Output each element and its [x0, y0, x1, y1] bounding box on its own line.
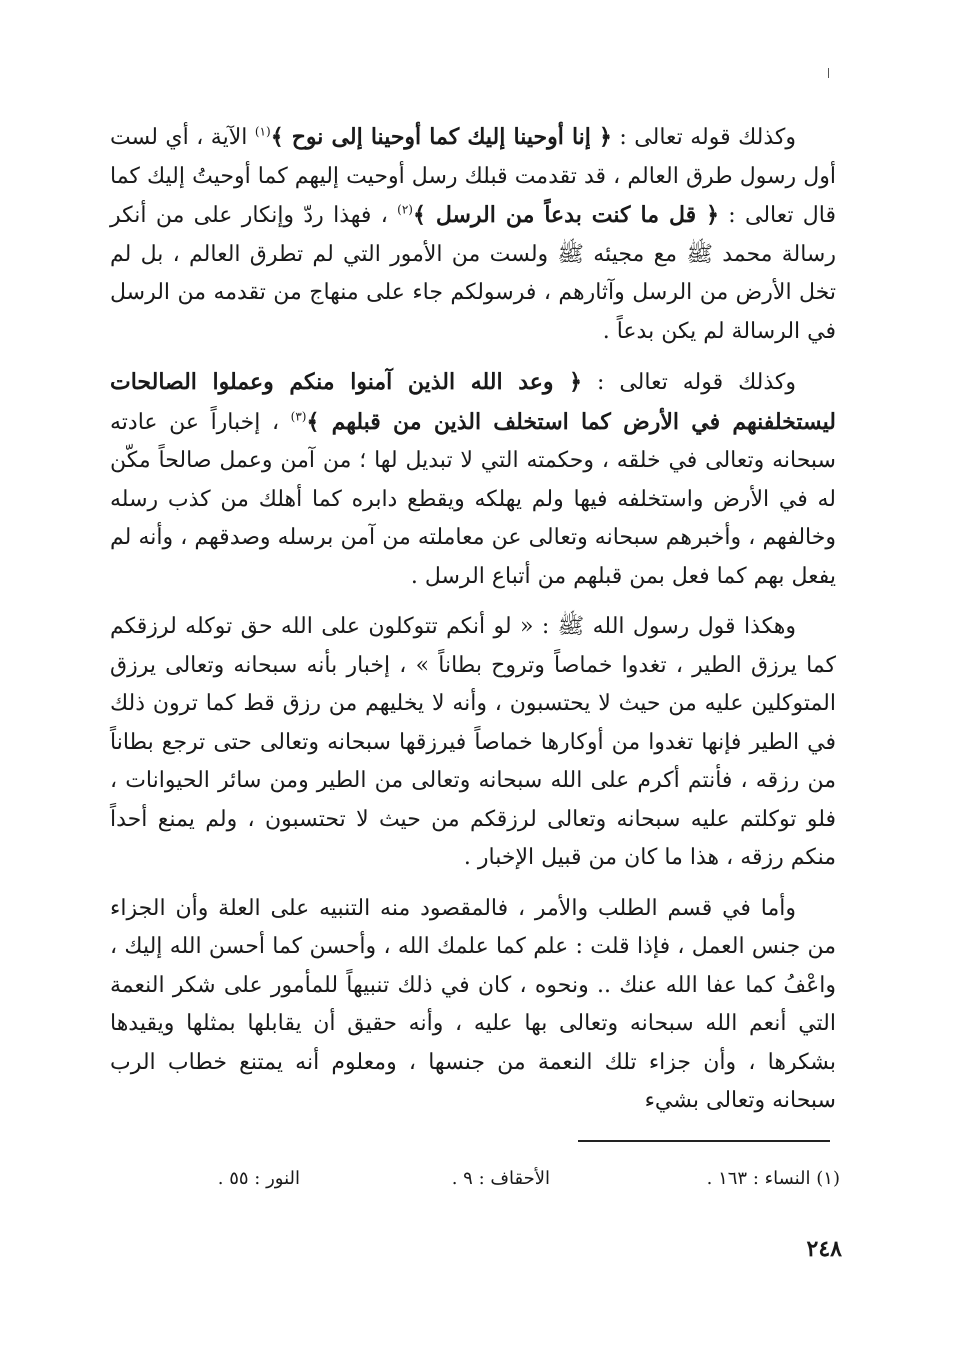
quran-quote: ﴿ وعد الله الذين آمنوا منكم وعملوا الصالحات ليستخلفنهم في الأرض كما استخلف الذين من قبلهم ﴾ — [110, 369, 836, 435]
paragraph-text: وهكذا قول رسول الله ﷺ : « لو أنكم تتوكلون على الله حق توكله لرزقكم كما يرزق الطير ، تغدوا خماصاً وتروح بطاناً » ، إخبار بأنه سبحانه وتعالى يرزق المتوكلين عليه من حيث لا يحتسبون ، وأنه لا يخليهم من رزق قط كما ترون ذلك في الطير فإنها تغدوا من أوكارها خماصاً فيرزقها سبحانه وتعالى حتى ترجع بطاناً من رزقه ، فأنتم أكرم على الله سبحانه وتعالى من الطير ومن سائر الحيوانات ، فلو توكلتم عليه سبحانه وتعالى لرزقكم من حيث لا تحتسبون ، ولم يمنع أحداً منكم رزقه ، هذا ما كان من قبيل الإخبار . — [110, 614, 836, 870]
paragraph — [110, 118, 836, 351]
paragraph-text: وكذلك قوله تعالى : — [611, 125, 796, 150]
paragraph-text: ، إخباراً عن عادته سبحانه وتعالى في خلقه ، وحكمته التي لا تبديل لها ؛ من آمن وعمل صالحاً مكّن له في الأرض واستخلفه فيها ولم يهلكه ويقطع دابره كما أهلك من كذب رسله وخالفهم ، وأخبرهم سبحانه وتعالى عن معاملته من آمن برسله وصدقهم ، وأنه لم يفعل بهم كما فعل بمن قبلهم من أتباع الرسل . — [110, 409, 836, 589]
footnote-divider — [578, 1140, 830, 1142]
paragraph — [110, 890, 836, 1121]
paragraph — [110, 363, 836, 596]
quran-quote: ﴿ إنا أوحينا إليك كما أوحينا إلى نوح ﴾ — [270, 124, 612, 150]
paragraph-text: الآية ، أي لست أول رسول طرق العالم ، قد تقدمت قبلك رسل أوحيت إليهم كما أوحيتُ إليك كما قال تعالى : — [110, 125, 837, 228]
footnote-ref: (١) — [254, 124, 271, 139]
paragraph — [110, 608, 836, 878]
footnotes — [150, 1168, 840, 1198]
footnote-2: الأحقاف : ٩ . — [451, 1168, 550, 1189]
quran-quote: ﴿ قل ما كنت بدعاً من الرسل ﴾ — [412, 202, 719, 228]
footnote-ref: (٣) — [290, 409, 307, 424]
main-text — [110, 118, 836, 1133]
page-number: ٢٤٨ — [806, 1236, 842, 1262]
scan-mark — [828, 68, 829, 78]
footnote-ref: (٢) — [397, 202, 413, 217]
footnote-1: (١) النساء : ١٦٣ . — [706, 1168, 840, 1189]
paragraph-text: ، فهذا ردّ وإنكار على من أنكر رسالة محمد ﷺ مع مجيئه ﷺ ولست من الأمور التي لم تطرق العالم ، بل لم تخل الأرض من الرسل وآثارهم ، فرسولكم جاء على منهاج من تقدمه من الرسل في الرسالة لم يكن بدعاً . — [110, 203, 836, 344]
paragraph-text: وأما في قسم الطلب والأمر ، فالمقصود منه التنبيه على العلة وأن الجزاء من جنس العمل ، فإذا قلت : علم كما علمك الله ، وأحسن كما أحسن الله إليك ، واعْفُ كما عفا الله عنك .. ونحوه ، كان في ذلك تنبيهاً للمأمور على شكر النعمة التي أنعم الله سبحانه وتعالى بها عليه ، وأنه حقيق أن يقابلها بمثلها ويقيدها بشكرها ، وأن جزاء تلك النعمة من جنسها ، ومعلوم أنه يمتنع خطاب الرب سبحانه وتعالى بشيء — [110, 895, 836, 1113]
footnote-3: النور : ٥٥ . — [217, 1168, 300, 1189]
paragraph-text: وكذلك قوله تعالى : — [582, 370, 796, 395]
